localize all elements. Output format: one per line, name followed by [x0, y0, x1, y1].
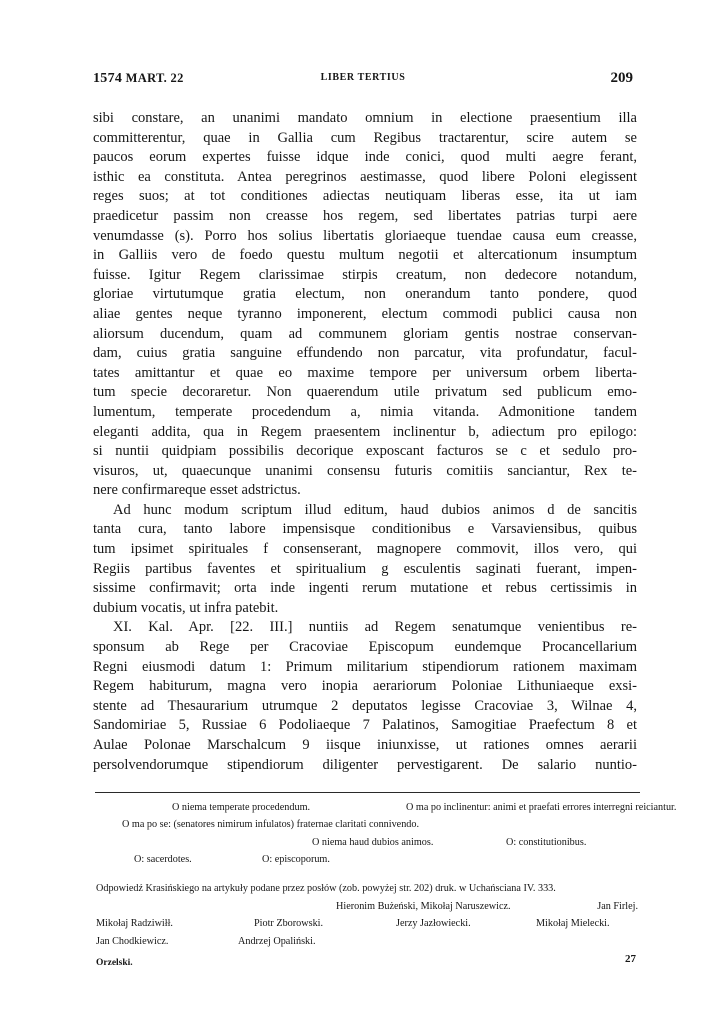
footnote: O ma po inclinentur: animi et praefati errores interregni reiciantur.: [406, 802, 677, 813]
critical-apparatus: [122, 799, 677, 868]
reference-note: Jerzy Jazłowiecki.: [396, 918, 471, 929]
footnote: O ma po se: (senatores nimirum infulatos) fraternae claritati connivendo.: [122, 819, 420, 831]
reference-note: Hieronim Bużeński, Mikołaj Naruszewicz.: [336, 900, 511, 912]
reference-note: Andrzej Opaliński.: [238, 935, 316, 947]
reference-note: Jan Firlej.: [597, 900, 638, 912]
printer-signature: 27: [625, 953, 636, 965]
footnote-divider: [95, 792, 640, 793]
source-credit: Orzelski.: [96, 958, 133, 968]
reference-note: Jan Chodkiewicz.: [96, 935, 169, 947]
running-header: [93, 71, 633, 89]
reference-note: Piotr Zborowski.: [254, 918, 324, 929]
footnote: O: episcoporum.: [262, 853, 330, 865]
paragraph: Ad hunc modum scriptum illud editum, haud dubios animos d de sancitis tanta cura, tanto labore impensisque conditionibus e Varsaviensibus, quibus tum ipsimet spirituales f consenserant, magnopere commovit, illos vero, qui Regiis partibus faventes et spiritualium g esculentis saginati fuerant, impen- sissime confirmavit; orta inde ingenti rerum mutatione et rebus certissimis in: [93, 501, 637, 597]
reference-note: Mikołaj Radziwiłł.: [96, 918, 173, 929]
footnote: O: constitutionibus.: [506, 836, 587, 848]
paragraph-end: dubium vocatis, ut infra patebit.: [93, 599, 279, 616]
footnote: O niema haud dubios animos.: [312, 836, 434, 848]
footnote: O niema temperate procedendum.: [172, 802, 311, 813]
header-date: 1574 MART. 22: [93, 71, 184, 86]
page-number: 209: [610, 70, 633, 86]
paragraph: XI. Kal. Apr. [22. III.] nuntiis ad Regem senatumque venientibus re- sponsum ab Rege per Cracoviae Episcopum eundemque Procancellarium Regni eiusmodi datum 1: Primum militarium stipendiorum rationem maximam Regem habiturum, magna vero inopia aerariorum Poloniae Lithuniaeque exsi- stente ad Thesaurarium utrumque 2 deputatos legisse Cracoviae 3, Wilnae 4, Sandomiriae 5, Russiae 6 Podoliaeque 7 Palatinos, Samogitiae Praefectum 8 et Aulae Polonae Marschalcum 9 iisque iniunxisse, ut rationes omnes aerarii persolvendorumque stipendiorum diligenter pervestigarent. De salario nuntio-: [93, 619, 637, 773]
paragraph-end: nere confirmareque esset adstrictus.: [93, 482, 301, 499]
main-text: [93, 109, 637, 775]
historical-notes: [96, 880, 638, 950]
reference-note: Odpowiedź Krasińskiego na artykuły podane przez posłów (zob. powyżej str. 202) druk. w Uchańsciana IV. 333.: [96, 883, 556, 894]
reference-note: Mikołaj Mielecki.: [536, 918, 610, 929]
paragraph: sibi constare, an unanimi mandato omnium in electione praesentium illa committerentur, quae in Gallia cum Regibus tractarentur, scire autem se paucos eorum expertes fuisse idque inde conici, quod multi aegre ferant, isthic ea constituta. Antea peregrinos aestimasse, quod libere Poloni elegissent reges suos; at tot conditiones adiectas neutiquam liberas esse, ita ut iam praedicetur passim non creasse hos regem, sed libertates patrias turpi aere venumdasse (s). Porro hos solius libertatis gloriaeque tuendae causa eum creasse, in Galliis vero de foedo questu multum negotii et altercationum insumptum fuisse. Igitur Regem clarissimae stirpis creatum, non dedecore notandum, gloriae virtutumque gratia electum, non onerandum tanto pondere, quod aliae gentes neque tyranno imponerent, electum commodi publici causa non aliorsum ducendum, quam ad communem gloriam gentis nostrae conservan- dam, cuius gratia sanguine effundendo non parcatur, vita profundatur, facul- tates amittantur et quae eo maxime tempore per universum orbem liberta- tum specie decoraretur. Non quaerendum utile privatum sed publicum emo- lumentum, temperate procedendum a, nimia vitanda. Admonitione tandem eleganti addita, qua in Regem praesentem inclinentur b, adiectum pro epilogo: si nuntii quidpiam possibilis decorique exposcant facturos se c et sedulo pro- visuros, ut, quaecunque unanimi consensu futuris comitiis sanciantur, Rex te-: [93, 110, 637, 479]
footnote: O: sacerdotes.: [134, 853, 192, 865]
header-title: LIBER TERTIUS: [320, 72, 406, 83]
